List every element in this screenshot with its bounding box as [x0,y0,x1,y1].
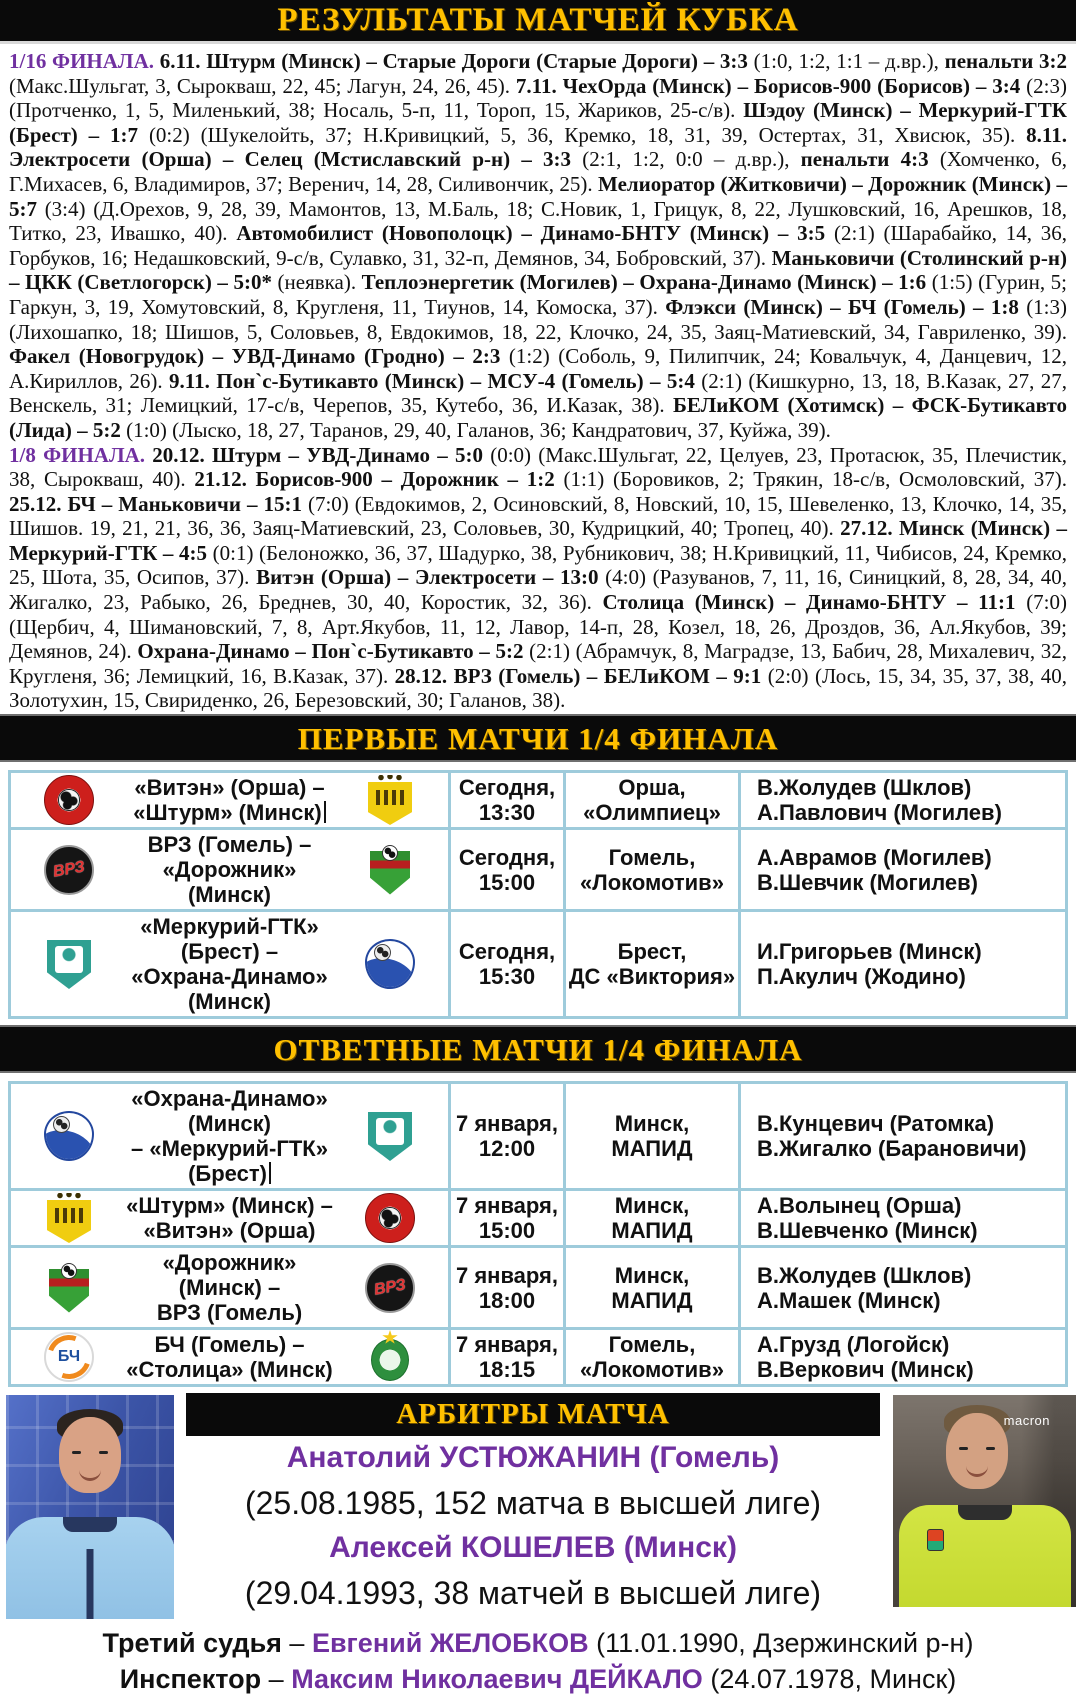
extra-referee-role: Третий судья [102,1628,282,1658]
scorers: (2:3) (Протченко, 1, 5, Миленький, 38; Носаль, 5-п, 11, Тороп, 15, Жариков, 25-с/в). [9,73,1067,123]
scorers: (2:1) (Кишкурно, 13, 18, В.Казак, 27, 27, Венскель, 31; Лемицкий, 17-с/в, Черепов, 35, Кутебо, 36, И.Казак, 38). [9,368,1068,418]
match-referees [738,1330,1065,1384]
match-cell [11,1191,448,1245]
viten-logo [44,775,94,825]
scorers: (3:4) (Д.Орехов, 9, 28, 39, Мамонтов, 13, М.Баль, 18; С.Новик, 1, Грицук, 8, 22, Лушковский, 16, Арешков, 18, Титко, 23, Ивашко, 40). [9,196,1068,246]
match-row [11,827,1065,909]
extra-referee-info: (24.07.1978, Минск) [710,1664,957,1694]
scorers: (Хомченко, 6, Г.Михасев, 6, Владимиров, 37; Веренич, 14, 28, Силивончик, 25). [9,147,1068,196]
match-team-line-1: «Охрана-Динамо» (Минск) [131,1086,328,1136]
ohrana-logo [365,939,415,989]
match-result: 8.11. Электросети (Орша) – Селец (Мстиславский р-н) – 3:3 [9,122,1068,172]
scorers: (Макс.Шульгат, 3, Сырокваш, 22, 45; Лагун, 24, 26, 45). [9,73,510,98]
scorers: (1:2) (Соболь, 9, Пилипчик, 24; Ковальчук, 4, Данцевич, 12, А.Кириллов, 26). [9,344,1067,393]
shturm-logo [365,775,415,825]
match-datetime [448,1248,563,1327]
match-datetime [448,1191,563,1245]
match-venue [563,1191,738,1245]
away-logo-box [338,1332,442,1382]
match-referees [738,1191,1065,1245]
match-teams [121,1193,338,1243]
match-team-line-1: «Штурм» (Минск) – [126,1193,333,1218]
match-cell [11,830,448,909]
match-date: 7 января, [455,1332,559,1357]
stolitsa-logo [365,1332,415,1382]
match-result: БЕЛиКОМ (Хотимск) – ФСК-Бутикавто (Лида) – 5:2 [9,393,1067,442]
match-date: 7 января, [455,1262,559,1288]
venue-arena: МАПИД [611,1136,693,1161]
referee-2: В.Шевчик (Могилев) [757,869,978,895]
scorers: (1:0) (Лыско, 18, 27, Таранов, 29, 40, Галанов, 36; Кандратович, 37, Куйжа, 39). [126,417,831,442]
match-venue [563,1330,738,1384]
referees-extra-lines [0,1625,1076,1697]
match-teams [121,914,338,1014]
scorers: (2:1, 1:2, 0:0 – д.вр.), [582,147,790,172]
match-result: Витэн (Орша) – Электросети – 13:0 [256,565,599,590]
results-paragraph-1-8 [9,443,1067,714]
scorers: (1:3) (Лихошапко, 18; Шишов, 5, Соловьев, 8, Евдокимов, 18, 22, Клочко, 24, 35, Заяц-Матиевский, 34, Гавриленко, 39). [9,294,1068,344]
match-time: 18:00 [478,1287,536,1313]
match-teams [121,1250,338,1325]
match-result: 25.12. БЧ – Маньковичи – 15:1 [9,491,302,516]
merkuriy-logo [44,939,94,989]
match-row [11,1084,1065,1188]
match-venue [563,830,738,909]
match-teams [121,775,338,825]
match-team-line-1: «Витэн» (Орша) – [134,775,325,800]
venue-arena: ДС «Виктория» [568,964,736,989]
match-team-line-1: «Меркурий-ГТК» (Брест) – [140,914,319,964]
scorers: (0:1) (Белоножко, 36, 37, Шадурко, 38, Рубникович, 38; Н.Кривицкий, 11, Чибисов, 24, Кремко, 25, Шота, 35, Осипов, 37). [9,540,1067,590]
match-datetime [448,912,563,1016]
match-team-line-2: «Штурм» (Минск) [121,800,338,825]
match-venue [563,1084,738,1188]
match-cell [11,773,448,827]
return-matches-table [8,1081,1068,1387]
venue-arena: «Олимпиец» [583,800,721,825]
scorers: (1:0, 1:2, 1:1 – д.вр.), [753,49,939,73]
match-team-line-2: – «Меркурий-ГТК» (Брест) [131,1136,328,1186]
scorers: (2:1) (Абрамчук, 8, Маградзе, 13, Бабич, 28, Михалевич, 32, Кругленя, 36; Лемицкий, 16, В.Казак, 37). [9,639,1067,688]
cup-results-text [0,44,1076,714]
referee-2-info: (29.04.1993, 38 матчей в высшей лиге) [244,1575,822,1611]
match-time: 12:00 [478,1136,536,1161]
match-datetime [448,1330,563,1384]
referee-1: И.Григорьев (Минск) [757,939,982,964]
referee-2-name: Алексей КОШЕЛЕВ (Минск) [329,1531,737,1564]
match-team-line-2: «Столица» (Минск) [126,1357,333,1382]
referee-1: В.Кунцевич (Ратомка) [757,1111,995,1136]
scorers: (2:1) (Шарабайко, 14, 36, Горбуков, 16; Недашковский, 9-с/в, Сулавко, 31, 32-п, Демянов, 34, Бобровский, 37). [9,221,1068,270]
match-team-line-2: «Витэн» (Орша) [143,1218,316,1243]
scorers: (7:0) (Щербич, 4, Шимановский, 7, 8, Арт.Якубов, 11, 12, Лавор, 14-п, 28, Козел, 18, 26, Дроздов, 36, Ал.Якубов, 39; Демянов, 24). [9,590,1068,664]
referee-1-info: (25.08.1985, 152 матча в высшей лиге) [244,1485,822,1521]
dorozhnik-logo [365,845,415,895]
home-logo-box [17,1111,121,1161]
match-row [11,909,1065,1016]
match-cell [11,912,448,1016]
away-logo-box [338,1111,442,1161]
first-matches-table [8,770,1068,1019]
belarus-crest-patch [927,1529,944,1551]
scorers: (2:0) (Лось, 15, 34, 35, 37, 38, 40, Золотухин, 15, Свириденко, 26, Березовский, 30; Галанов, 38). [9,663,1067,713]
results-paragraph-1-16 [9,49,1067,443]
home-logo-box [17,775,121,825]
match-result: 9.11. Пон`с-Бутикавто (Минск) – МСУ-4 (Гомель) – 5:4 [169,368,695,393]
ohrana-logo [44,1111,94,1161]
referees-section [0,1393,1076,1621]
venue-city: Брест, [617,939,687,964]
page-header-bar [0,0,1076,44]
first-matches-header-bar [0,714,1076,762]
match-result: пенальти 3:2 [944,49,1068,73]
venue-city: Орша, [618,775,686,800]
referee-extra-line: Инспектор – Максим Николаевич ДЕЙКАЛО (24.07.1978, Минск) [119,1664,957,1694]
match-venue [563,912,738,1016]
referee-photo-koshelev [893,1395,1076,1607]
extra-referee-role: Инспектор [119,1664,262,1694]
match-referees [738,830,1065,909]
referee-2: В.Веркович (Минск) [757,1357,974,1382]
venue-city: Гомель, [608,844,696,870]
referees-header-bar [186,1393,880,1436]
home-logo-box [17,1263,121,1313]
page-title: РЕЗУЛЬТАТЫ МАТЧЕЙ КУБКА [277,2,799,38]
match-teams [121,832,338,907]
scorers: (1:1) (Боровиков, 2; Трякин, 18-с/в, Осмоловский, 37). [563,467,1068,492]
home-logo-box [17,1193,121,1243]
match-result: Автомобилист (Новополоцк) – Динамо-БНТУ (Минск) – 3:5 [236,221,826,246]
match-result: 7.11. ЧехОрда (Минск) – Борисов-900 (Борисов) – 3:4 [515,73,1021,98]
text-cursor-caret [269,1162,271,1184]
referee-1-name: Анатолий УСТЮЖАНИН (Гомель) [286,1441,780,1474]
venue-arena: МАПИД [611,1218,693,1243]
match-teams [121,1332,338,1382]
match-result: Мелиоратор (Житковичи) – Дорожник (Минск) – 5:7 [9,171,1068,221]
referee-jacket [6,1517,174,1619]
referee-2: В.Шевченко (Минск) [757,1218,978,1243]
extra-referee-info: (11.01.1990, Дзержинский р-н) [596,1628,974,1658]
match-result: Теплоэнергетик (Могилев) – Охрана-Динамо (Минск) – 1:6 [361,270,927,295]
match-referees [738,912,1065,1016]
referees-center-column [186,1393,880,1616]
return-matches-header-bar [0,1025,1076,1073]
match-datetime [448,1084,563,1188]
match-team-line-2: «Дорожник» (Минск) [162,857,297,907]
match-team-line-2: «Охрана-Динамо» (Минск) [131,964,328,1014]
match-row [11,1188,1065,1245]
return-matches-title: ОТВЕТНЫЕ МАТЧИ 1/4 ФИНАЛА [273,1031,803,1067]
referee-extra-line: Третий судья – Евгений ЖЕЛОБКОВ (11.01.1990, Дзержинский р-н) [102,1628,974,1658]
match-result: 6.11. Штурм (Минск) – Старые Дороги (Старые Дороги) – 3:3 [159,49,748,73]
extra-referee-name: Евгений ЖЕЛОБКОВ [311,1628,589,1658]
match-result: Маньковичи (Столинский р-н) – ЦКК (Светлогорск) – 5:0* [9,245,1068,295]
scorers: (7:0) (Евдокимов, 2, Осиновский, 8, Новский, 10, 15, Шевеленко, 13, Клочко, 14, 35, Шишов. 19, 21, 21, 36, 36, Заяц-Матиевский, 23, Соловьев, 30, Кудрицкий, 40; Тропец, 40). [9,491,1068,541]
referees-title: АРБИТРЫ МАТЧА [396,1398,670,1430]
match-team-line-2: ВРЗ (Гомель) [156,1300,303,1325]
bch-logo [44,1332,94,1382]
referee-shirt [899,1505,1071,1607]
match-date: Сегодня, [458,939,556,964]
match-result: 20.12. Штурм – УВД-Динамо – 5:0 [152,442,483,467]
referee-1: В.Жолудев (Шклов) [757,775,972,800]
match-result: 28.12. ВРЗ (Гомель) – БЕЛиКОМ – 9:1 [394,663,762,688]
venue-arena: «Локомотив» [580,1357,724,1382]
match-venue [563,773,738,827]
vrz-logo [44,845,94,895]
merkuriy-logo [365,1111,415,1161]
match-result: Флэкси (Минск) – БЧ (Гомель) – 1:8 [665,294,1019,319]
text-cursor-caret [324,801,326,823]
match-result: пенальти 4:3 [800,147,929,172]
referee-1: А.Аврамов (Могилев) [757,844,992,870]
jacket-zipper [87,1549,94,1619]
match-date: Сегодня, [458,844,556,870]
match-time: 18:15 [478,1357,536,1382]
venue-city: Минск, [614,1193,690,1218]
match-cell [11,1248,448,1327]
scorers: (0:0) (Макс.Шульгат, 22, Целуев, 23, Протасюк, 35, Плечистик, 38, Сырокваш, 40). [9,442,1068,492]
away-logo-box [338,775,442,825]
venue-arena: МАПИД [611,1287,693,1313]
scorers: (1:5) (Гурин, 5; Гаркун, 3, 19, Хомутовский, 8, Кругленя, 11, Тиунов, 14, Комоска, 37). [9,270,1068,319]
viten-logo [365,1193,415,1243]
away-logo-box [338,845,442,895]
away-logo-box [338,1193,442,1243]
away-logo-box [338,1263,442,1313]
match-row [11,773,1065,827]
dorozhnik-logo [44,1263,94,1313]
referee-1: А.Волынец (Орша) [757,1193,962,1218]
home-logo-box [17,939,121,989]
stage-label: 1/8 ФИНАЛА. [9,442,146,467]
scorers: (неявка). [277,270,357,295]
scorers: (0:2) (Шукелойть, 37; Н.Кривицкий, 5, 36, Кремко, 18, 31, 39, Остертах, 31, Хвисюк, 35). [148,122,1016,147]
match-teams [121,1086,338,1186]
match-referees [738,1248,1065,1327]
referee-face [59,1417,121,1493]
referee-1: А.Грузд (Логойск) [757,1332,950,1357]
match-referees [738,773,1065,827]
match-result: Шэдоу (Минск) – Меркурий-ГТК (Брест) – 1:7 [9,98,1067,147]
match-datetime [448,830,563,909]
stage-label: 1/16 ФИНАЛА. [9,49,154,73]
match-time: 15:30 [478,964,536,989]
match-result: Столица (Минск) – Динамо-БНТУ – 11:1 [602,590,1016,615]
match-date: 7 января, [455,1111,559,1136]
match-date: Сегодня, [458,775,556,800]
vrz-logo [365,1263,415,1313]
referee-2: А.Павлович (Могилев) [757,800,1002,825]
scorers: (4:0) (Разуванов, 7, 11, 16, Синицкий, 8, 28, 34, 40, Жигалко, 23, Рабыко, 26, Бреднев, 30, 40, Коростик, 32, 36). [9,565,1068,615]
macron-brand-text: macron [1003,1413,1050,1428]
away-logo-box [338,939,442,989]
venue-city: Минск, [614,1262,690,1288]
first-matches-title: ПЕРВЫЕ МАТЧИ 1/4 ФИНАЛА [297,720,779,756]
venue-arena: «Локомотив» [580,869,724,895]
referee-face [946,1413,1008,1489]
match-time: 15:00 [478,869,536,895]
match-team-line-1: «Дорожник» (Минск) – [162,1250,297,1300]
match-row [11,1245,1065,1327]
referee-photo-ustyuzhanin [6,1395,174,1619]
extra-referee-name: Максим Николаевич ДЕЙКАЛО [291,1664,703,1694]
referee-2: П.Акулич (Жодино) [757,964,966,989]
shturm-logo [44,1193,94,1243]
match-cell [11,1330,448,1384]
match-referees [738,1084,1065,1188]
match-team-line-1: ВРЗ (Гомель) – [147,832,312,857]
match-team-line-1: БЧ (Гомель) – [154,1332,305,1357]
venue-city: Минск, [614,1111,690,1136]
match-result: 27.12. Минск (Минск) – Меркурий-ГТК – 4:5 [9,516,1067,565]
match-result: Охрана-Динамо – Пон`с-Бутикавто – 5:2 [137,639,524,664]
referee-2: В.Жигалко (Барановичи) [757,1136,1027,1161]
match-result: Факел (Новогрудок) – УВД-Динамо (Гродно) – 2:3 [9,344,501,369]
match-date: 7 января, [455,1193,559,1218]
match-time: 15:00 [478,1218,536,1243]
home-logo-box [17,1332,121,1382]
match-datetime [448,773,563,827]
match-venue [563,1248,738,1327]
venue-city: Гомель, [608,1332,696,1357]
match-row [11,1327,1065,1384]
match-time: 13:30 [478,800,536,825]
match-cell [11,1084,448,1188]
referee-1: В.Жолудев (Шклов) [757,1262,972,1288]
referee-2: А.Машек (Минск) [757,1287,941,1313]
match-result: 21.12. Борисов-900 – Дорожник – 1:2 [194,467,555,492]
home-logo-box [17,845,121,895]
